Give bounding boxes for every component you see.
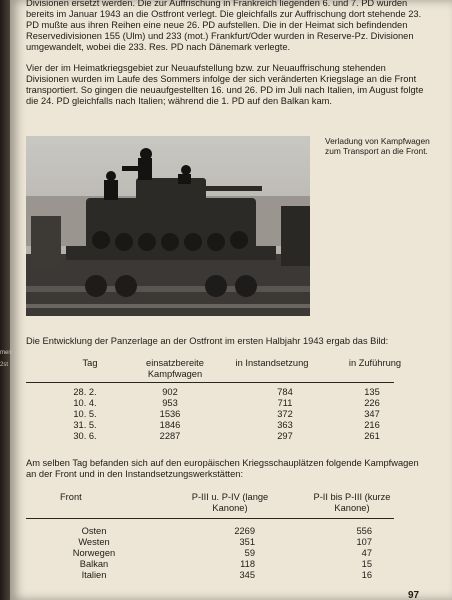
table1-header-einsatzbereit: einsatzbereite Kampfwagen — [146, 358, 204, 379]
table2-intro: Am selben Tag befanden sich auf den europäischen Kriegsschauplätzen folgende Kampfwagen an der Front und in den Instandsetzungswerkstätten: — [26, 458, 419, 480]
table2-header-lange-kanone: P-III u. P-IV (lange Kanone) — [191, 492, 269, 513]
book-page: Divisionen ersetzt werden. Die zur Auffrischung in Frankreich liegenden 6. und 7. PD wurden bereits im Januar 1943 an die Ostfront verlegt. Die gleichfalls zur Auffrischung dort stehende 23. PD mußte aus ihren Reihen eine neue 26. PD aufstellen. Die in der Heimat sich befindenden Reservedivisionen 155 (Ulm) und 233 (mot.) Frankfurt/Oder wurden in Reserve-Pz. Divisionen umgewandelt, wobei die 233. Res. PD nach Dänemark verlegte. Vier der im Heimatkriegsgebiet zur Neuaufstellung bzw. zur Neuauffrischung stehenden Divisionen wurden im Laufe des Sommers infolge der sich veränderten Kriegslage an die Front transportiert. So gingen die neuaufgestellten 16. und 26. PD im Juli nach Italien, im August folgte die 24. PD gleichfalls nach Italien; während die 1. PD auf den Balkan kam. Verladung von Kampfwagen zum Transport an die Front. Die Entwicklung der Panzerlage an der Ostfront im ersten Halbjahr 1943 ergab das Bild: Tag einsatzbereite Kampfwagen in Instandsetzung in Zuführung 28. 2. 902 784 135 10. 4. 953 711 226 10. 5. 1536 372 347 31. 5. 1846 363 216 30. 6. 2287 297 261 Am selben Tag befanden sich auf den europäischen Kriegsschauplätzen folgende Kampfwagen an der Front und in den Instandsetzungswerkstätten: Front P-III u. P-IV (lange Kanone) P-II bis P-III (kurze Kanone) Osten 2269 556 Westen 351 107 Norwegen 59 47 Balkan 118 15 Italien 345 16 97 — [10, 0, 452, 600]
margin-mark: men — [0, 350, 12, 356]
table2-header-kurze-kanone: P-II bis P-III (kurze Kanone) — [313, 492, 391, 513]
tank-loading-photo — [26, 136, 310, 316]
table2-header-front: Front — [60, 492, 82, 502]
table1-header-instandsetzung: in Instandsetzung — [235, 358, 309, 368]
table1-intro: Die Entwicklung der Panzerlage an der Ostfront im ersten Halbjahr 1943 ergab das Bild: — [26, 336, 389, 346]
intro-paragraph: Divisionen ersetzt werden. Die zur Auffrischung in Frankreich liegenden 6. und 7. PD wurden bereits im Januar 1943 an die Ostfront verlegt. Die gleichfalls zur Auffrischung dort stehende 23. PD mußte aus ihren Reihen eine neue 26. PD aufstellen. Die in der Heimat sich befindenden Reservedivisionen 155 (Ulm) und 233 (mot.) Frankfurt/Oder wurden in Reserve-Pz. Divisionen umgewandelt, wobei die 233. Res. PD nach Dänemark verlegte. — [26, 0, 422, 53]
page-number: 97 — [408, 590, 420, 600]
book-gutter — [0, 0, 10, 600]
table1-rule — [26, 382, 394, 383]
photo-caption: Verladung von Kampfwagen zum Transport an die Front. — [325, 136, 430, 157]
table1-header-tag: Tag — [82, 358, 98, 368]
margin-mark: 2st — [0, 362, 9, 368]
table1-header-zufuehrung: in Zuführung — [348, 358, 402, 368]
table2-rule — [26, 518, 394, 519]
tank-photo-illustration — [26, 136, 310, 316]
second-paragraph: Vier der im Heimatkriegsgebiet zur Neuaufstellung bzw. zur Neuauffrischung stehenden Divisionen wurden im Laufe des Sommers infolge der sich veränderten Kriegslage an die Front transportiert. So gingen die neuaufgestellten 16. und 26. PD im Juli nach Italien, im August folgte die 24. PD gleichfalls nach Italien; während die 1. PD auf den Balkan kam. — [26, 63, 424, 107]
